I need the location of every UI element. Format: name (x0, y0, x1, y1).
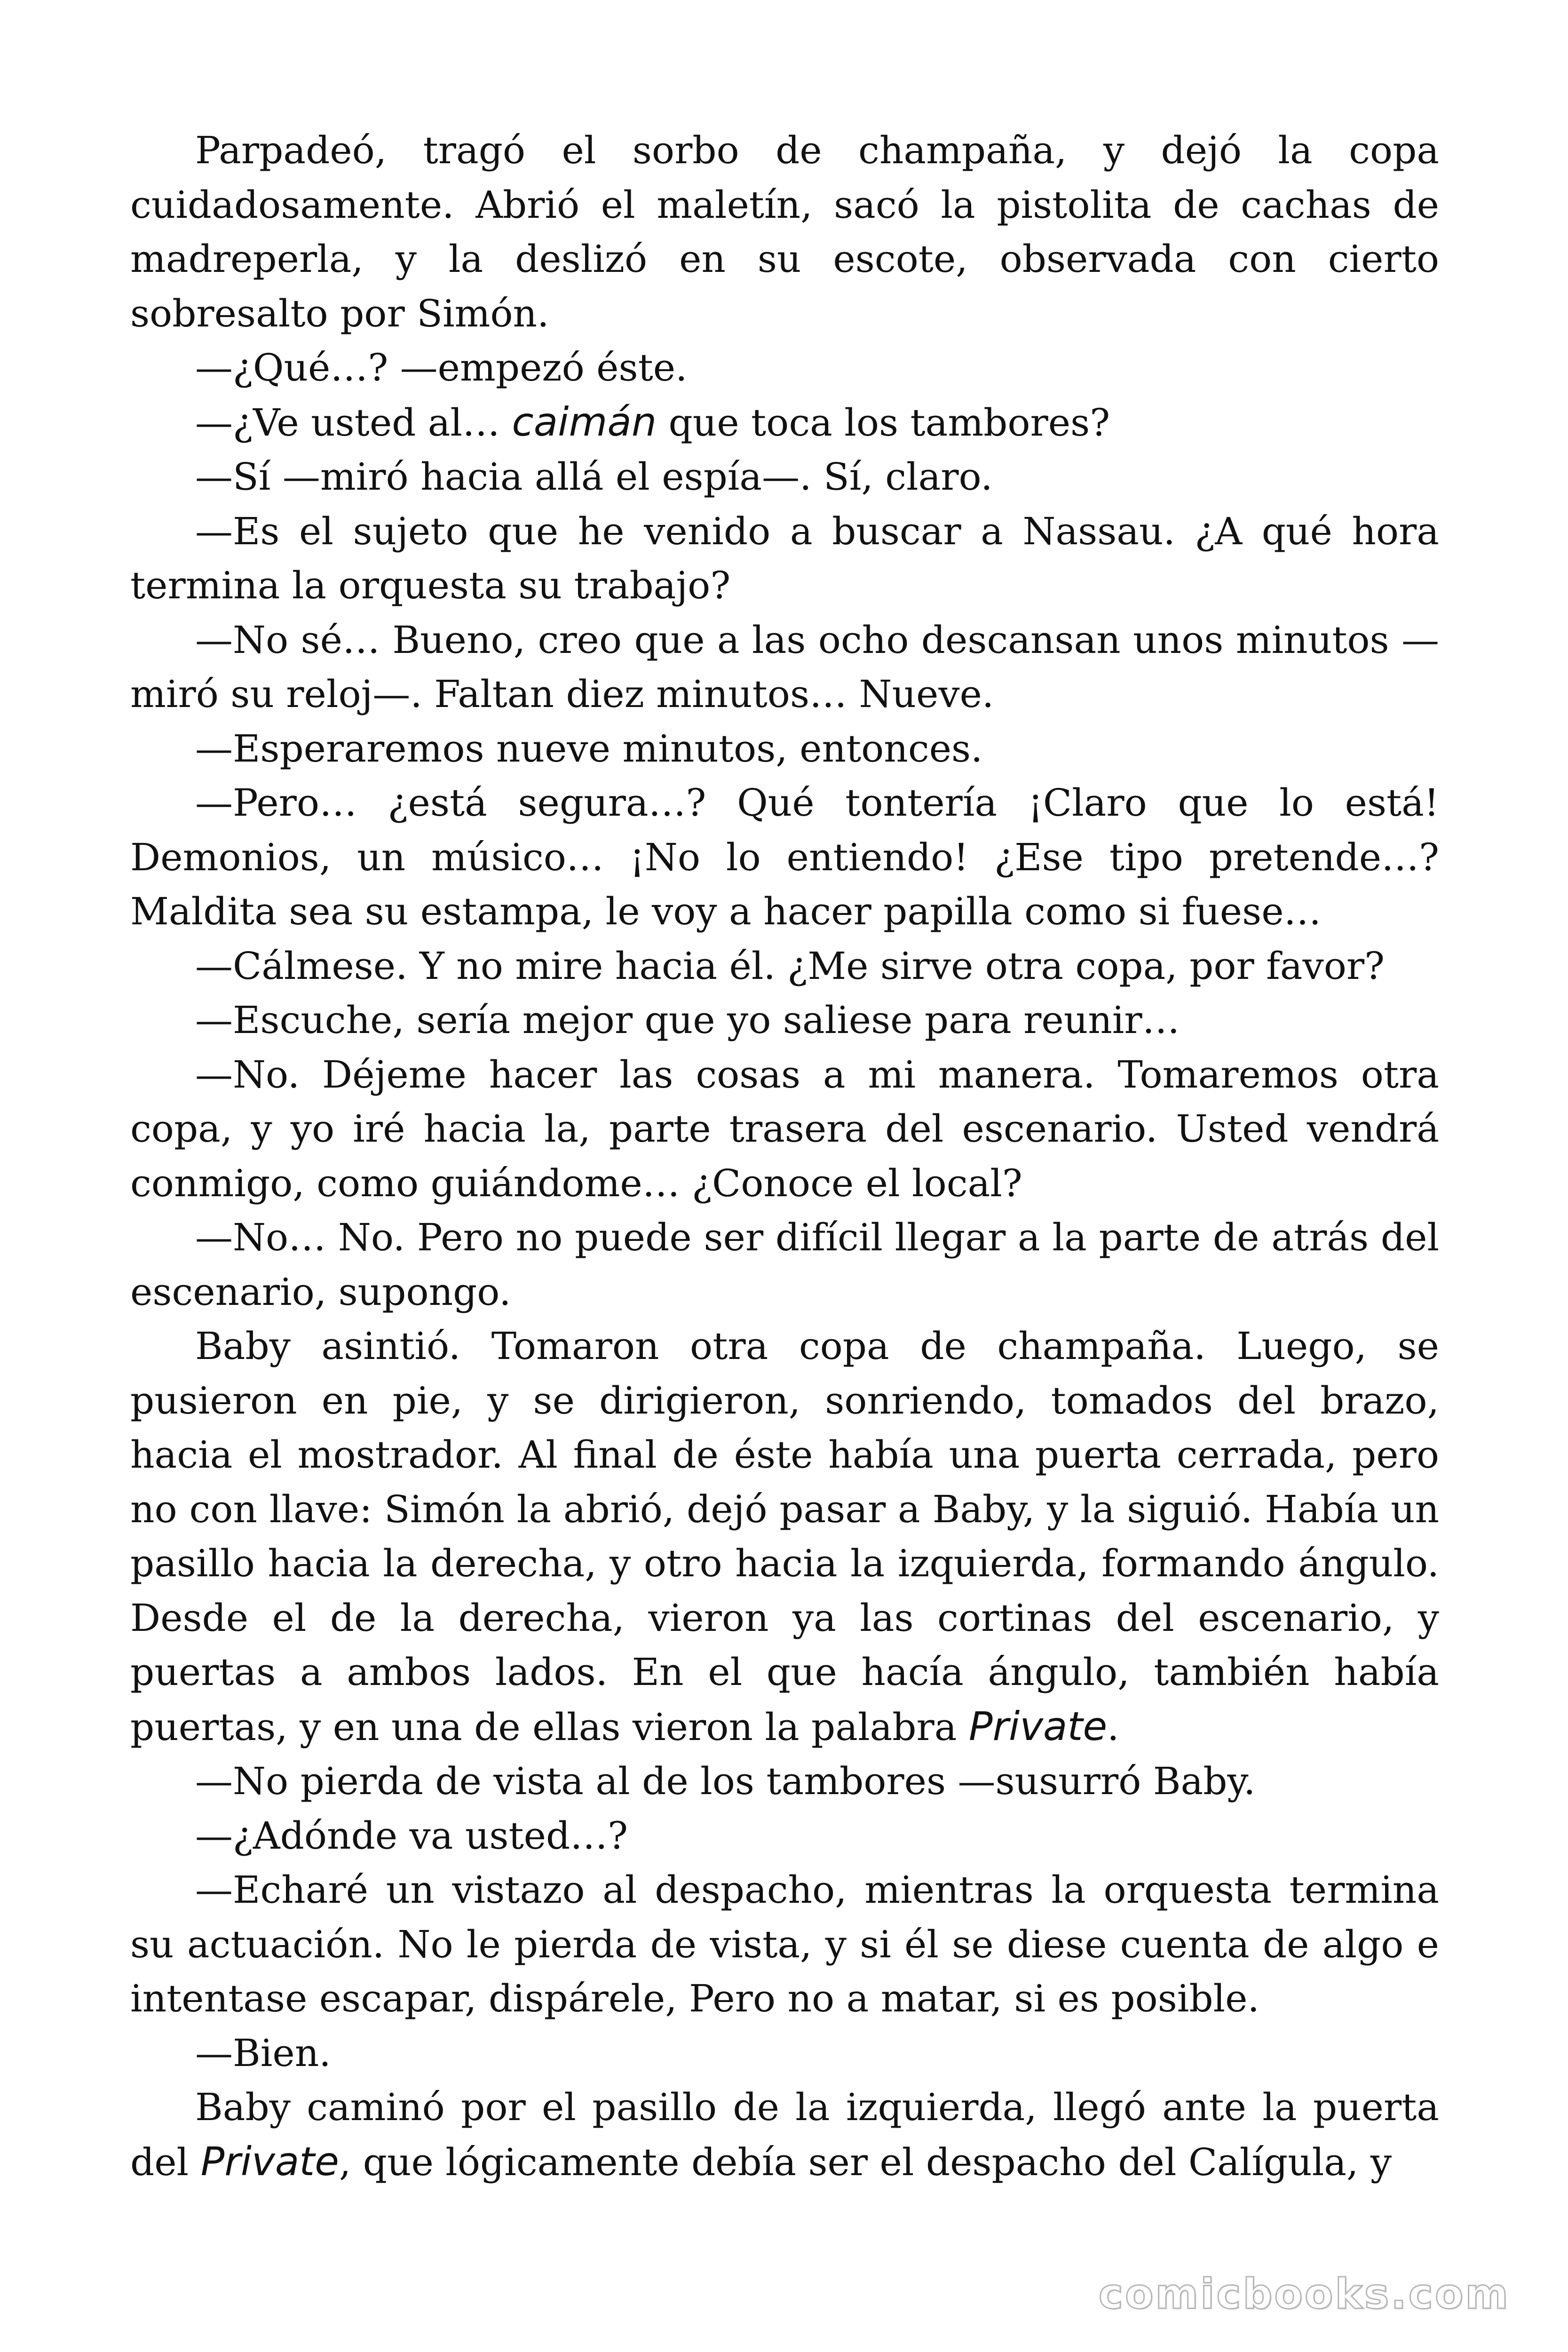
paragraph-text: —¿Ve usted al… (195, 400, 512, 445)
paragraph-text: —No pierda de vista al de los tambores —susurró Baby. (195, 1759, 1256, 1803)
watermark: comicbooks.com (1098, 2270, 1510, 2318)
paragraph-text: . (1107, 1705, 1119, 1749)
paragraph-8 (130, 776, 1439, 939)
italic-word: Private (968, 1703, 1108, 1749)
paragraph-3 (130, 395, 1439, 450)
paragraph-7 (130, 722, 1439, 776)
paragraph-text: Baby asintió. Tomaron otra copa de champaña. Luego, se pusieron en pie, y se dirigieron, sonriendo, tomados del brazo, hacia el mostrador. Al final de éste había una puerta cerrada, pero no con llave: Simón la abrió, dejó pasar a Baby, y la siguió. Había un pasillo hacia la derecha, y otro hacia la izquierda, formando ángulo. Desde el de la derecha, vieron ya las cortinas del escenario, y puertas a ambos lados. En el que hacía ángulo, también había puertas, y en una de ellas vieron la palabra (130, 1324, 1439, 1749)
paragraph-11 (130, 1048, 1439, 1211)
paragraph-text: —Escuche, sería mejor que yo saliese para reunir… (195, 998, 1180, 1042)
paragraph-18 (130, 2080, 1439, 2189)
paragraph-text: —¿Adónde va usted…? (195, 1813, 628, 1858)
paragraph-9 (130, 939, 1439, 993)
paragraph-text: —Esperaremos nueve minutos, entonces. (195, 726, 983, 771)
italic-word: caimán (512, 398, 657, 445)
paragraph-12 (130, 1210, 1439, 1319)
paragraph-text: —Pero… ¿está segura…? Qué tontería ¡Claro que lo está! Demonios, un músico… ¡No lo entiendo! ¿Ese tipo pretende…? Maldita sea su estampa, le voy a hacer papilla como si fuese… (130, 781, 1439, 933)
paragraph-text: —No sé… Bueno, creo que a las ocho descansan unos minutos —miró su reloj—. Faltan diez minutos… Nueve. (130, 618, 1439, 716)
paragraph-10 (130, 993, 1439, 1048)
paragraph-2 (130, 341, 1439, 395)
paragraph-1 (130, 123, 1439, 341)
paragraph-text: —No… No. Pero no puede ser difícil llegar a la parte de atrás del escenario, supongo. (130, 1216, 1439, 1314)
paragraph-text: —Sí —miró hacia allá el espía—. Sí, claro. (195, 455, 993, 499)
paragraph-text: —¿Qué…? —empezó éste. (195, 346, 688, 389)
paragraph-17 (130, 2026, 1439, 2081)
italic-word: Private (200, 2138, 339, 2185)
paragraph-6 (130, 613, 1439, 722)
paragraph-5 (130, 504, 1439, 613)
page-body (130, 123, 1439, 2189)
paragraph-text: —No. Déjeme hacer las cosas a mi manera. Tomaremos otra copa, y yo iré hacia la, parte trasera del escenario. Usted vendrá conmigo, como guiándome… ¿Conoce el local? (130, 1052, 1439, 1205)
paragraph-text: —Es el sujeto que he venido a buscar a Nassau. ¿A qué hora termina la orquesta su trabajo? (130, 509, 1439, 607)
paragraph-16 (130, 1863, 1439, 2026)
paragraph-text: , que lógicamente debía ser el despacho del Calígula, y (339, 2140, 1392, 2184)
paragraph-15 (130, 1809, 1439, 1863)
paragraph-text: —Bien. (195, 2031, 331, 2075)
paragraph-14 (130, 1754, 1439, 1809)
paragraph-13 (130, 1319, 1439, 1754)
paragraph-text: que toca los tambores? (657, 400, 1110, 445)
paragraph-text: —Echaré un vistazo al despacho, mientras la orquesta termina su actuación. No le pierda de vista, y si él se diese cuenta de algo e intentase escapar, dispárele, Pero no a matar, si es posible. (130, 1868, 1439, 2020)
paragraph-text: Baby caminó por el pasillo de la izquierda, llegó ante la puerta del (130, 2085, 1439, 2184)
paragraph-text: Parpadeó, tragó el sorbo de champaña, y dejó la copa cuidadosamente. Abrió el maletín, sacó la pistolita de cachas de madreperla, y la deslizó en su escote, observada con cierto sobresalto por Simón. (130, 128, 1439, 335)
paragraph-text: —Cálmese. Y no mire hacia él. ¿Me sirve otra copa, por favor? (195, 944, 1385, 988)
paragraph-4 (130, 450, 1439, 504)
